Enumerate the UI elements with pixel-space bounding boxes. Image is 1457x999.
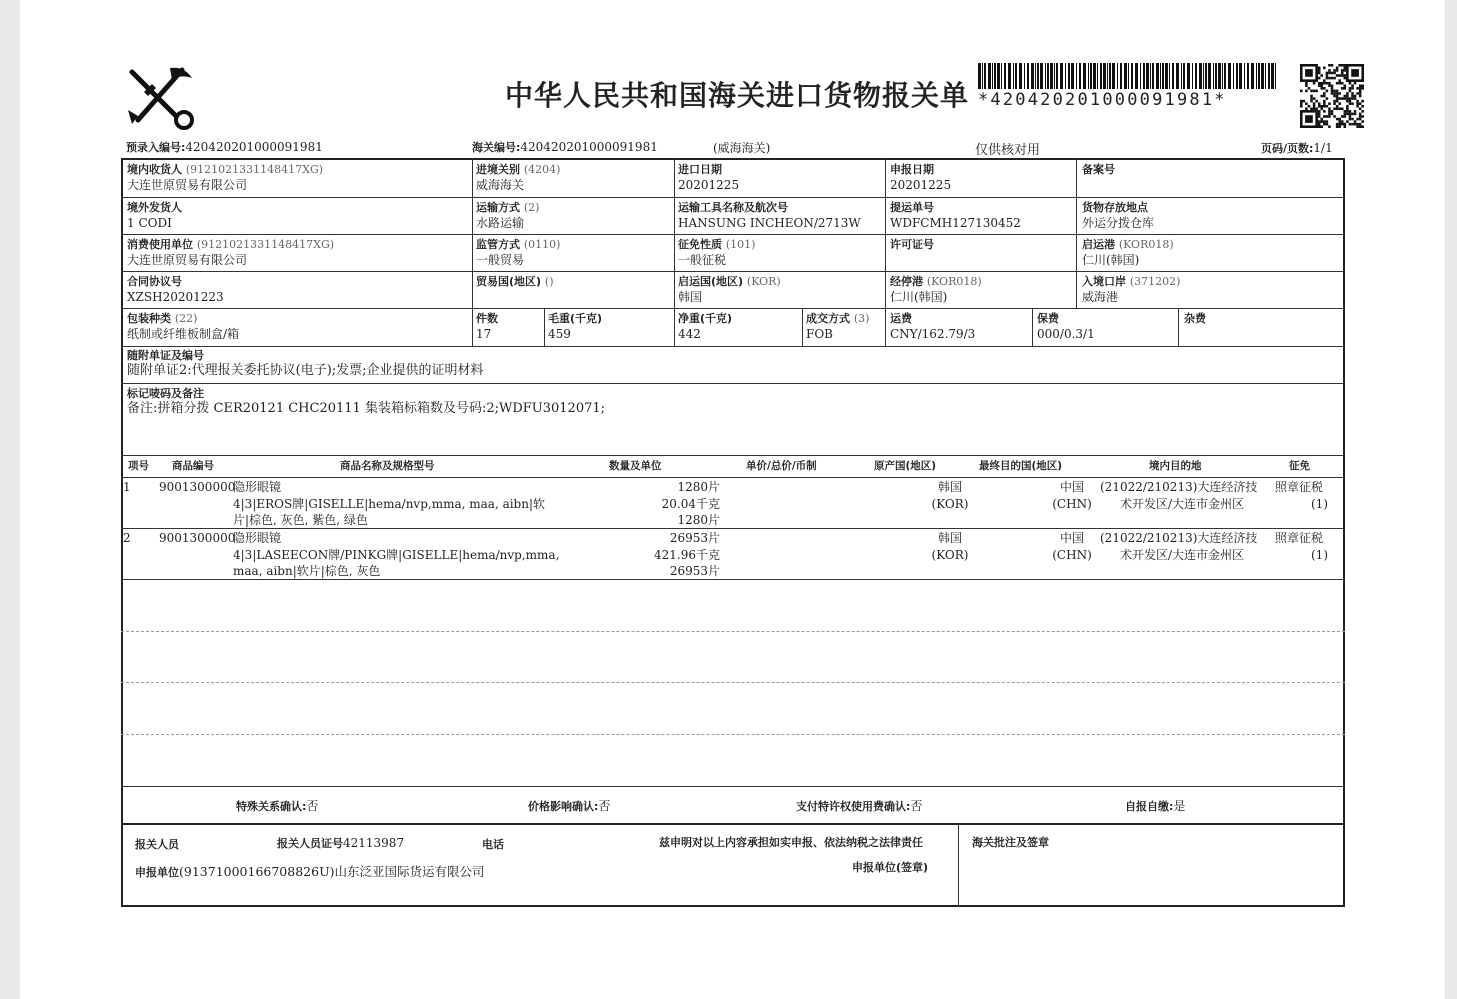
entry-customs: 进境关别 (4204) 威海海关 — [476, 163, 561, 192]
departure-country: 启运国(地区) (KOR) 韩国 — [678, 275, 781, 304]
customs-office: (威海海关) — [713, 141, 771, 155]
net-weight: 净重(千克) 442 — [678, 312, 733, 341]
domestic-consignee: 境内收货人 (91210213311484​17XG) 大连世原贸易有限公司 — [127, 163, 324, 192]
entry-port: 入境口岸 (371202) 威海港 — [1082, 275, 1181, 304]
royalty-confirmation: 支付特许权使用费确认:否 — [796, 799, 923, 813]
storage-location: 货物存放地点 外运分拨仓库 — [1082, 201, 1155, 230]
declaration-statement: 兹申明对以上内容承担如实申报、依法纳税之法律责任 — [659, 836, 923, 849]
col-origin: 原产国(地区) — [874, 460, 937, 472]
col-hs-code: 商品编号 — [172, 460, 214, 472]
col-destination: 最终目的国(地区) — [979, 460, 1063, 472]
package-type: 包装种类 (22) 纸制或纤维板制盒/箱 — [127, 312, 240, 341]
departure-port: 启运港 (KOR018) 仁川(韩国) — [1082, 238, 1174, 267]
contract-number: 合同协议号 XZSH20201223 — [127, 275, 224, 304]
transport-mode: 运输方式 (2) 水路运输 — [476, 201, 540, 230]
transaction-mode: 成交方式 (3) FOB — [806, 312, 870, 341]
transit-port: 经停港 (KOR018) 仁川(韩国) — [890, 275, 982, 304]
special-relationship: 特殊关系确认:否 — [236, 799, 319, 813]
verification-note: 仅供核对用 — [975, 143, 1041, 158]
trading-country: 贸易国(地区) () — [476, 275, 554, 288]
vessel-voyage: 运输工具名称及航次号 HANSUNG INCHEON/2713W — [678, 201, 861, 230]
document-title: 中华人民共和国海关进口货物报关单 — [505, 79, 970, 112]
col-domestic-dest: 境内目的地 — [1149, 460, 1202, 472]
barcode-icon — [978, 63, 1278, 89]
insurance: 保费 000/0.3/1 — [1037, 312, 1095, 341]
col-item-no: 项号 — [128, 460, 149, 472]
freight: 运费 CNY/162.79/3 — [890, 312, 976, 341]
misc-fees: 杂费 — [1184, 312, 1206, 325]
price-influence: 价格影响确认:否 — [528, 799, 611, 813]
col-name-spec: 商品名称及规格型号 — [340, 460, 435, 472]
declarant-label: 报关人员 — [135, 838, 179, 851]
phone-label: 电话 — [482, 838, 504, 851]
supervision-mode: 监管方式 (0110) 一般贸易 — [476, 238, 561, 267]
qr-code-icon — [1300, 64, 1364, 128]
gross-weight: 毛重(千克) 459 — [548, 312, 603, 341]
col-price: 单价/总价/币制 — [746, 460, 817, 472]
declaration-date: 申报日期 20201225 — [890, 163, 952, 192]
declarant-cert: 报关人员证号42113987 — [277, 836, 405, 850]
record-number: 备案号 — [1082, 163, 1115, 176]
self-report-self-pay: 自报自缴:是 — [1125, 799, 1186, 813]
barcode-number: *420420201000091981* — [978, 90, 1227, 110]
overseas-consignor: 境外发货人 1 CODI — [127, 201, 182, 230]
customs-number: 海关编号:420420201000091981 — [472, 140, 658, 154]
marks-remarks: 标记唛码及备注 备注:拼箱分拨 CER20121 CHC20111 集装箱标箱数及号码:2;WDFU3012071; — [127, 387, 606, 416]
declaring-unit: 申报单位(91371000166708826U)山东泛亚国际货运有限公司 — [135, 864, 485, 879]
customs-approval: 海关批注及签章 — [972, 836, 1049, 849]
declaring-unit-seal: 申报单位(签章) — [852, 861, 929, 874]
import-date: 进口日期 20201225 — [678, 163, 740, 192]
page-number: 页码/页数:1/1 — [1261, 141, 1333, 155]
col-qty-unit: 数量及单位 — [609, 460, 662, 472]
consumer-unit: 消费使用单位 (91210213311484​17XG) 大连世原贸易有限公司 — [127, 238, 335, 267]
customs-emblem-icon — [124, 62, 200, 132]
license-number: 许可证号 — [890, 238, 934, 251]
declaration-page: 中华人民共和国海关进口货物报关单 *420420201000091981* 预录入编号:420420201000091981 海关编号:420420201000091981 (威海海关) 仅供核对用 页码/页数:1/1 境内收货人 (91210213311484​17XG) 大连世原贸易有限公司 进境关别 (4204) 威海海关 进口日期 20201225 申报日期 20201225 备案号 境外发货人 1 CODI 运输方式 (2) 水路运输 运输工具名称及航次号 HANSUNG INCHEON/2713W 提运单号 WDFCMH127130452 货物存放地点 外运分拨仓库 消费使用单位 (91210213311484​17XG) 大连世原贸易有限公司 监管方式 (0110) 一般贸易 征免性质 (101) 一般征税 许可证号 启运港 (KOR018) 仁川(韩国) 合同协议号 XZSH20201223 贸易国(地区) () 启运国(地区) (KOR) 韩国 经停港 (KOR018) 仁川(韩国) 入境口岸 (371202) 威海港 包装种类 (22) 纸制或纤维板制盒/箱 件数 17 毛重(千克) 459 净重(千克) 442 成交方式 (3) FOB 运费 CNY/162.79/3 保费 000/0.3/1 杂费 随附单证及编号 随附单证2:代理报关委托协议(电子);发票;企业提供的证明材料 标记唛码及备注 备注:拼箱分拨 CER20121 CHC20111 集装箱标箱数及号码:2;WDFU3012071; 项号 商品编号 商品名称及规格型号 数量及单位 单价/总价/币制 原产国(地区) 最终目的国(地区) 境内目的地 征免 1 9001300000 隐形眼镜 4|3|EROS牌|GISELLE|hema/nvp,mma, maa, aibn|软 片|棕色, 灰色, 紫色, 绿色 1280片 20.04千克 1280片 韩国 (KOR) 中国 (CHN) (21022/210213)大连经济技 术开发区/大连市金州区 照章征税 (1) 2 9001300000 隐形眼镜 4|3|LASEECON牌/PINKG牌|GISELLE|hema/nvp,mma, maa, aibn|软片|棕色, 灰色 26953片 421.96千克 26953片 韩国 (KOR) 中国 (CHN) (21022/210213)大连经济技 术开发区/大连市金州区 照章征税 (1) 特殊关系确认:否 价格影响确认:否 支付特许权使用费确认:否 自报自缴:是 报关人员 报关人员证号42113987 电话 兹申明对以上内容承担如实申报、依法纳税之法律责任 申报单位(签章) 海关批注及签章 申报单位(91371000166708826U)山东泛亚国际货运有限公司 — [20, 0, 1445, 999]
tax-nature: 征免性质 (101) 一般征税 — [678, 238, 756, 267]
col-tax: 征免 — [1289, 460, 1310, 472]
attached-documents: 随附单证及编号 随附单证2:代理报关委托协议(电子);发票;企业提供的证明材料 — [127, 349, 484, 378]
bill-of-lading: 提运单号 WDFCMH127130452 — [890, 201, 1021, 230]
piece-count: 件数 17 — [476, 312, 498, 341]
pre-entry-number: 预录入编号:420420201000091981 — [126, 140, 323, 154]
